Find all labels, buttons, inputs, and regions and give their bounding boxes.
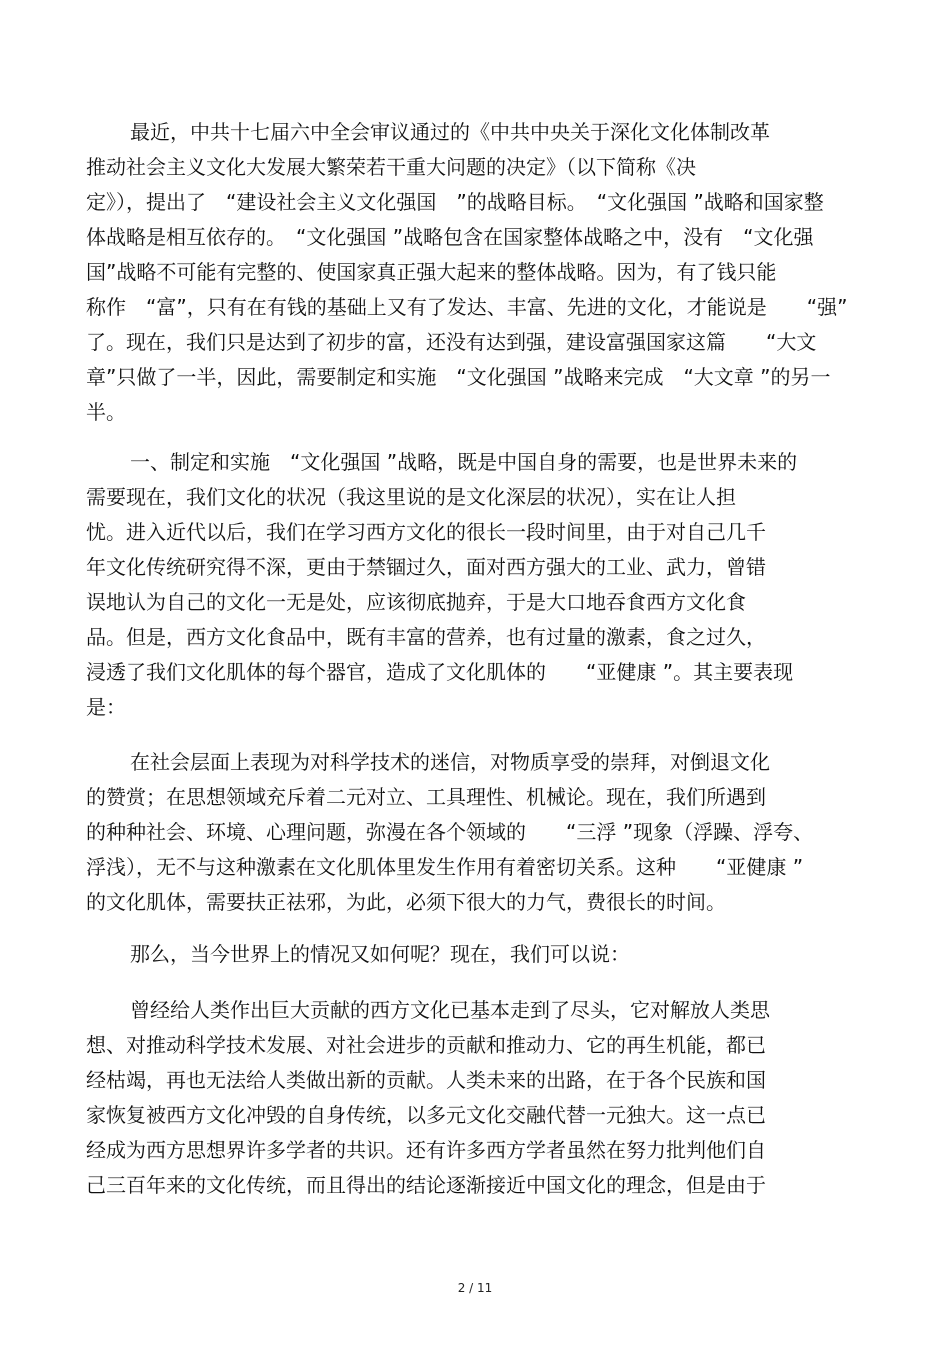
text-line: 的文化肌体，需要扶正祛邪，为此，必须下很大的力气，费很长的时间。 (86, 890, 726, 914)
text-line: 品。但是，西方文化食品中，既有丰富的营养，也有过量的激素，食之过久， (86, 625, 766, 649)
text-line: 章”只做了一半，因此，需要制定和实施 “文化强国 ”战略来完成 “大文章 ”的另一 (86, 365, 831, 389)
text-line: 需要现在，我们文化的状况（我这里说的是文化深层的状况），实在让人担 (86, 485, 736, 509)
text-line: 那么，当今世界上的情况又如何呢？现在，我们可以说： (130, 942, 630, 966)
text-line: 一、制定和实施 “文化强国 ”战略，既是中国自身的需要，也是世界未来的 (130, 450, 798, 474)
text-line: 家恢复被西方文化冲毁的自身传统，以多元文化交融代替一元独大。这一点已 (86, 1103, 766, 1127)
text-line: 了。现在，我们只是达到了初步的富，还没有达到强，建设富强国家这篇 “大文 (86, 330, 817, 354)
text-line: 定》），提出了 “建设社会主义文化强国 ”的战略目标。 “文化强国 ”战略和国家整 (86, 190, 824, 214)
text-line: 浮浅），无不与这种激素在文化肌体里发生作用有着密切关系。这种 “亚健康 ” (86, 855, 804, 879)
text-line: 的赞赏；在思想领域充斥着二元对立、工具理性、机械论。现在，我们所遇到 (86, 785, 766, 809)
text-line: 经枯竭，再也无法给人类做出新的贡献。人类未来的出路，在于各个民族和国 (86, 1068, 766, 1092)
text-line: 推动社会主义文化大发展大繁荣若干重大问题的决定》（以下简称《决 (86, 155, 696, 179)
text-line: 年文化传统研究得不深，更由于禁锢过久，面对西方强大的工业、武力，曾错 (86, 555, 766, 579)
text-line: 半。 (86, 400, 126, 424)
text-line: 误地认为自己的文化一无是处，应该彻底抛弃，于是大口地吞食西方文化食 (86, 590, 746, 614)
text-line: 曾经给人类作出巨大贡献的西方文化已基本走到了尽头，它对解放人类思 (130, 998, 770, 1022)
text-line: 是： (86, 695, 126, 719)
text-line: 最近，中共十七届六中全会审议通过的《中共中央关于深化文化体制改革 (130, 120, 770, 144)
page-number: 2 / 11 (457, 1281, 493, 1295)
text-line: 经成为西方思想界许多学者的共识。还有许多西方学者虽然在努力批判他们自 (86, 1138, 766, 1162)
text-line: 的种种社会、环境、心理问题，弥漫在各个领域的 “三浮 ”现象（浮躁、浮夸、 (86, 820, 814, 844)
text-line: 浸透了我们文化肌体的每个器官，造成了文化肌体的 “亚健康 ”。其主要表现 (86, 660, 794, 684)
text-line: 体战略是相互依存的。 “文化强国 ”战略包含在国家整体战略之中，没有 “文化强 (86, 225, 814, 249)
text-line: 想、对推动科学技术发展、对社会进步的贡献和推动力、它的再生机能，都已 (86, 1033, 766, 1057)
text-line: 在社会层面上表现为对科学技术的迷信，对物质享受的崇拜，对倒退文化 (130, 750, 770, 774)
text-line: 己三百年来的文化传统，而且得出的结论逐渐接近中国文化的理念，但是由于 (86, 1173, 766, 1197)
text-line: 称作 “富”，只有在有钱的基础上又有了发达、丰富、先进的文化，才能说是 “强” (86, 295, 848, 319)
text-line: 国”战略不可能有完整的、使国家真正强大起来的整体战略。因为，有了钱只能 (86, 260, 777, 284)
text-line: 忧。进入近代以后，我们在学习西方文化的很长一段时间里，由于对自己几千 (86, 520, 766, 544)
